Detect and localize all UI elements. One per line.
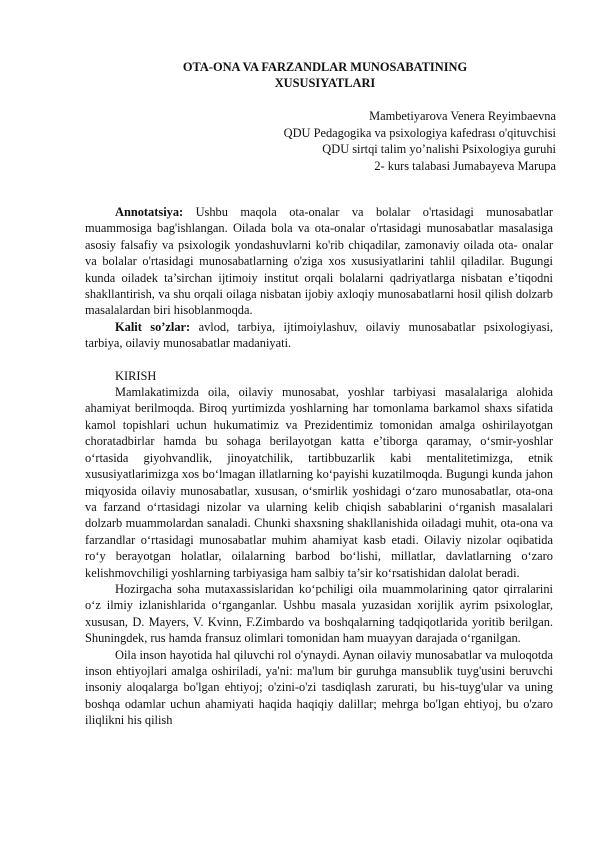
coauthor-group: QDU sirtqi talim yo’nalishi Psixologiya guruhi [322, 142, 556, 156]
author-name: Mambetiyarova Venera Reyimbaevna [369, 109, 556, 123]
paper-body [85, 204, 553, 729]
paper-title [120, 59, 530, 91]
keywords-text: avlod, tarbiya, ijtimoiylashuv, oilaviy munosabatlar psixologiyasi, tarbiya, oilaviy munosabatlar madaniyati. [85, 319, 553, 351]
body-paragraph: Hozirgacha soha mutaxassislaridan ko‘pchiligi oila muammolarining qator qirralarini o‘z ilmiy izlanishlarida o‘rganganlar. Ushbu masala yuzasidan xorijlik ayrim psixologlar, xususan, D. Mayers, V. Kvinn, F.Zimbardo va boshqalarning tadqiqotlarida yoritib berilgan. Shuningdek, rus hamda fransuz olimlari tomonidan ham muayyan darajada o‘rganilgan. [85, 581, 553, 646]
author-affiliation: QDU Pedagogika va psixologiya kafedrası o'qituvchisi [283, 125, 556, 140]
coauthor-name: 2- kurs talabasi Jumabayeva Marupa [374, 158, 556, 173]
title-line-1: OTA-ONA VA FARZANDLAR MUNOSABATINING [182, 60, 468, 74]
section-heading: KIRISH [115, 368, 157, 383]
keywords-paragraph [85, 319, 553, 352]
author-block [176, 108, 556, 174]
spacer [85, 352, 553, 368]
title-line-2: XUSUSIYATLARI [274, 76, 376, 90]
keywords-label: Kalit so’zlar: [115, 319, 191, 334]
abstract-text: Ushbu maqola ota-onalar va bolalar o'rtasidagi munosabatlar muammosiga bag'ishlangan. Oilada bola va ota-onalar o'rtasidagi munosabatlar masalasiga asosiy falsafiy va psixologik yondashuvlarni ko'rib chiqadilar, zamonaviy oilada ota- onalar va bolalar o'rtasidagi munosabatlarning o'ziga xos xususiyatlarini tahlil qiladilar. Bugungi kunda oiladek ta’sirchan ijtimoiy institut orqali bolalarni qadriyatlarga nisbatan e’tiqodni shakllantirish, va shu orqali oilaga nisbatan ijobiy axloqiy munosabatlarni hosil qilish dolzarb masalalardan biri hisoblanmoqda. [85, 205, 553, 318]
body-paragraph: Oila inson hayotida hal qiluvchi rol o'ynaydi. Aynan oilaviy munosabatlar va muloqotda inson ehtiyojlari amalga oshiriladi, ya'ni: ma'lum bir guruhga mansublik tuyg'usini beruvchi insoniy aloqalarga bo'lgan ehtiyoj; o'zini-o'zi tasdiqlash zarurati, bu his-tuyg'ular va uning boshqa odamlar uchun ahamiyati haqida haqiqiy dalillar; mehrga bo'lgan ehtiyoj, bu o'zaro iliqlikni his qilish [85, 647, 553, 728]
body-paragraph: Mamlakatimizda oila, oilaviy munosabat, yoshlar tarbiyasi masalalariga alohida ahamiyat berilmoqda. Biroq yurtimizda yoshlarning har tomonlama barkamol shaxs sifatida kamol topishlari uchun hukumatimiz va Prezidentimiz tomonidan amalga oshirilayotgan choratadbirlar hamda bu sohaga berilayotgan katta e’tiborga qaramay, o‘smir-yoshlar o‘rtasida giyohvandlik, jinoyatchilik, tartibbuzarlik kabi mentalitetimizga, etnik xususiyatlarimizga xos bo‘lmagan illatlarning ko‘payishi kuzatilmoqda. Bugungi kunda jahon miqyosida oilaviy munosabatlar, xususan, o‘smirlik yoshidagi o‘zaro munosabatlar, ota-ona va farzand o‘rtasidagi nizolar va ularning kelib chiqish sabablarini o‘rganish masalalari dolzarb muammolardan sanaladi. Chunki shaxsning shakllanishida oiladagi muhit, ota-ona va farzandlar o‘rtasidagi munosabatlar muhim ahamiyat kasb etadi. Oilaviy nizolar oqibatida ro‘y berayotgan holatlar, oilalarning barbod bo‘lishi, millatlar, davlatlarning o‘zaro kelishmovchiligi yoshlarning tarbiyasiga ham salbiy ta’sir ko‘rsatishidan dalolat beradi. [85, 385, 553, 580]
abstract-paragraph [85, 204, 553, 319]
abstract-label: Annotatsiya: [115, 205, 184, 219]
